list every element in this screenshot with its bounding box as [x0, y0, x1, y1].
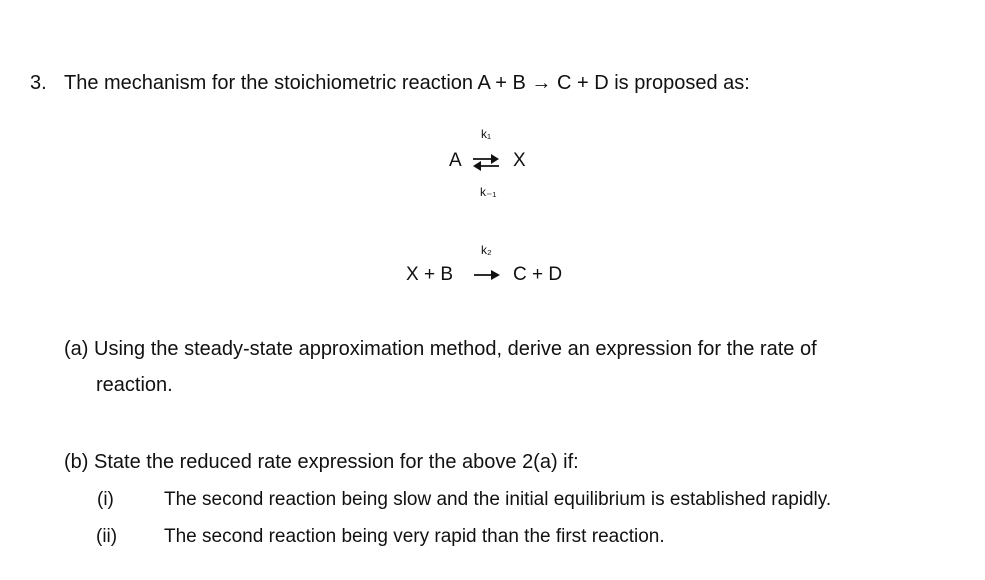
part-b-text: State the reduced rate expression for the above 2(a) if: — [94, 451, 579, 473]
part-a-continuation: reaction. — [96, 374, 173, 396]
question-title: The mechanism for the stoichiometric reaction A + B → C + D is proposed as: — [64, 72, 750, 94]
part-a-text: Using the steady-state approximation method, derive an expression for the rate of — [94, 338, 817, 360]
question-number: 3. — [30, 72, 47, 94]
forward-rate-constant: k₁ — [481, 127, 492, 141]
forward-arrow-icon — [472, 267, 502, 288]
step1-reactant: A — [449, 150, 462, 171]
part-b — [64, 451, 579, 474]
part-b-item-1-text: The second reaction being slow and the initial equilibrium is established rapidly. — [164, 489, 832, 510]
part-a-label: (a) — [64, 338, 89, 360]
part-b-item-2-label: (ii) — [96, 526, 118, 547]
part-b-item-2-text: The second reaction being very rapid than the first reaction. — [164, 526, 665, 547]
part-b-item-1-label: (i) — [97, 489, 114, 510]
step2-products: C + D — [513, 264, 563, 285]
reverse-rate-constant: k₋₁ — [480, 185, 497, 199]
equilibrium-arrows-icon — [470, 152, 502, 172]
part-a — [64, 338, 924, 361]
part-b-label: (b) — [64, 451, 89, 473]
step1-product: X — [513, 150, 526, 171]
question-heading — [30, 72, 750, 95]
step2-rate-constant: k₂ — [481, 243, 492, 257]
step2-reactants: X + B — [406, 264, 453, 285]
